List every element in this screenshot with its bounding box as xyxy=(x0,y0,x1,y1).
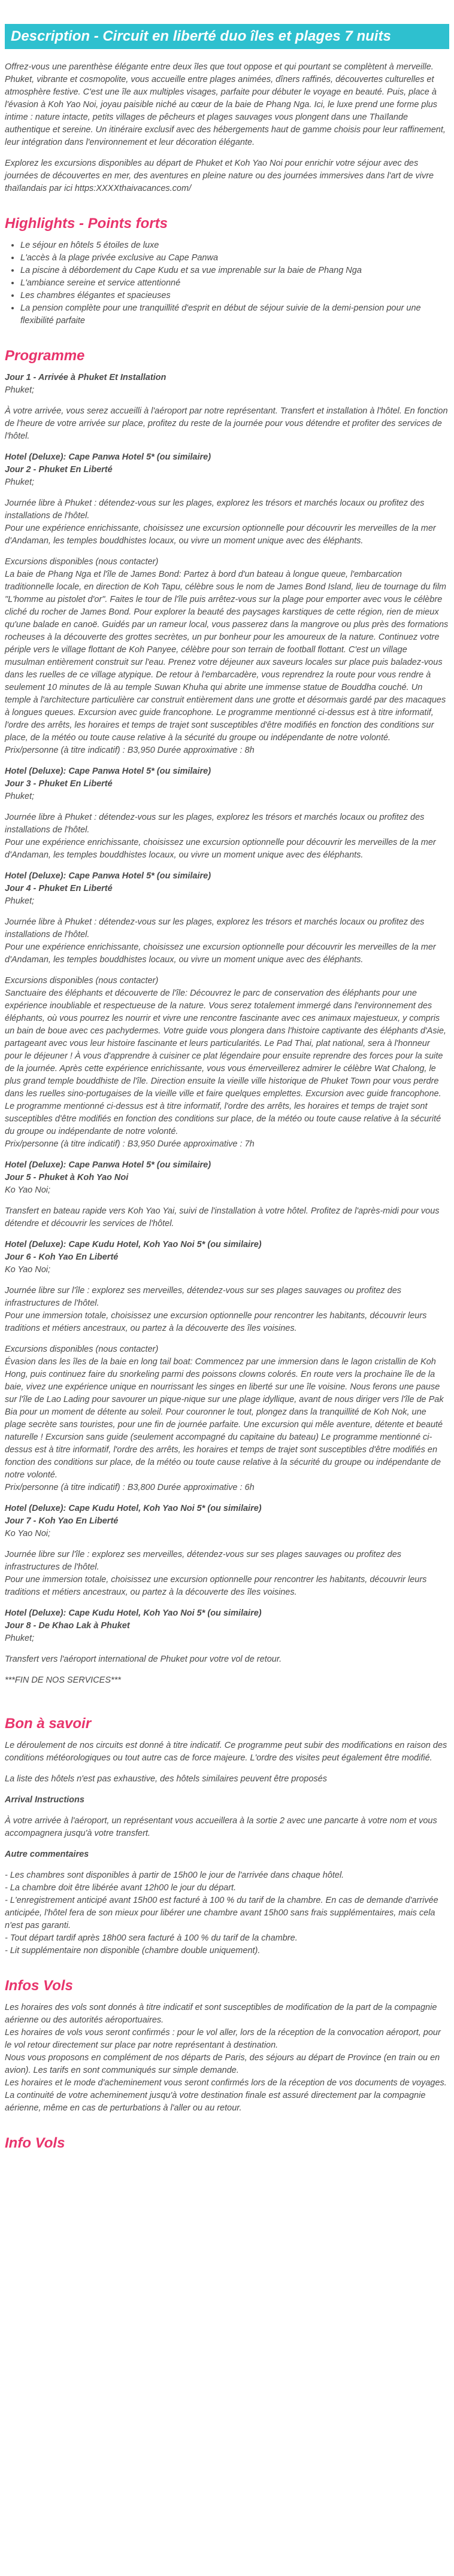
infos-vols-heading: Infos Vols xyxy=(5,1978,73,1994)
day-title: Jour 6 - Koh Yao En Liberté xyxy=(5,1252,119,1262)
day-block xyxy=(5,778,449,883)
programme-heading: Programme xyxy=(5,348,85,364)
highlight-item: • L'accès à la plage privée exclusive au Cape Panwa xyxy=(20,252,449,264)
other-comments-text: - Les chambres sont disponibles à partir de 15h00 le jour de l'arrivée dans chaque hôtel. - La chambre doit être libérée avant 12h00 le jour du départ. - L'enregistrement anticipé avant 15h00 est facturé à 100 % du tarif de la chambre. En cas de demande d'arrivée anticipée, l'hôtel fera de son mieux pour libérer une chambre avant 15h00 sans frais supplémentaires, mais cela n'est pas garanti. - Tout départ tardif après 18h00 sera facturé à 100 % du tarif de la chambre. - Lit supplémentaire non disponible (chambre double uniquement). xyxy=(5,1871,438,1955)
day-block xyxy=(5,372,449,464)
day-paragraph: Journée libre à Phuket : détendez-vous sur les plages, explorez les trésors et marchés locaux ou profitez des installations de l'hôtel. Pour une expérience enrichissante, choisissez une excursion optionnelle pour découvrir les merveilles de la mer d'Andaman, les temples bouddhistes locaux, ou vivre un moment unique avec des éléphants. xyxy=(5,498,436,546)
intro-paragraph-2: Explorez les excursions disponibles au départ de Phuket et Koh Yao Noi pour enrichir votre séjour avec des journées de découvertes en mer, des aventures en pleine nature ou des journées immersives dans l'art de vivre thaïlandais par ici https:XXXXthaivacances.com/ xyxy=(5,159,434,193)
day-block xyxy=(5,1515,449,1620)
day-block xyxy=(5,1620,449,1695)
day-paragraph: Transfert vers l'aéroport international de Phuket pour votre vol de retour. xyxy=(5,1655,282,1664)
page xyxy=(0,24,454,2152)
day-block xyxy=(5,464,449,778)
day-hotel: Hotel (Deluxe): Cape Kudu Hotel, Koh Yao Noi 5* (ou similaire) xyxy=(5,1504,262,1513)
day-paragraph: Transfert en bateau rapide vers Koh Yao Yai, suivi de l'installation à votre hôtel. Profitez de l'après-midi pour vous détendre et découvrir les services de l'hôtel. xyxy=(5,1206,440,1228)
programme-days xyxy=(5,372,449,1695)
other-comments-title: Autre commentaires xyxy=(5,1850,89,1859)
day-place: Ko Yao Noi; xyxy=(5,1529,51,1538)
arrival-instructions-title: Arrival Instructions xyxy=(5,1795,84,1805)
highlight-item: • Le séjour en hôtels 5 étoiles de luxe xyxy=(20,239,449,252)
day-hotel: Hotel (Deluxe): Cape Kudu Hotel, Koh Yao Noi 5* (ou similaire) xyxy=(5,1240,262,1249)
day-hotel: Hotel (Deluxe): Cape Kudu Hotel, Koh Yao Noi 5* (ou similaire) xyxy=(5,1608,262,1618)
bon-paragraph-1: Le déroulement de nos circuits est donné à titre indicatif. Ce programme peut subir des modifications en raison des conditions météorologiques ou tout autre cas de force majeure. L'ordre des visites peut également être modifié. xyxy=(5,1741,447,1763)
highlight-item: • Les chambres élégantes et spacieuses xyxy=(20,290,449,302)
arrival-instructions-text: À votre arrivée à l'aéroport, un représentant vous accueillera à la sortie 2 avec une pancarte à votre nom et vous accompagnera jusqu'à votre transfert. xyxy=(5,1816,437,1838)
day-paragraph: Journée libre sur l'île : explorez ses merveilles, détendez-vous sur ses plages sauvages ou profitez des infrastructures de l'hôtel. Pour une immersion totale, choisissez une excursion optionnelle pour rencontrer les habitants, découvrir leurs traditions et métiers ancestraux, ou partez à la découverte des îles voisines. xyxy=(5,1286,427,1333)
day-title: Jour 4 - Phuket En Liberté xyxy=(5,884,113,893)
day-paragraph: Journée libre à Phuket : détendez-vous sur les plages, explorez les trésors et marchés locaux ou profitez des installations de l'hôtel. Pour une expérience enrichissante, choisissez une excursion optionnelle pour découvrir les merveilles de la mer d'Andaman, les temples bouddhistes locaux, ou vivre un moment unique avec des éléphants. xyxy=(5,917,436,965)
day-hotel: Hotel (Deluxe): Cape Panwa Hotel 5* (ou similaire) xyxy=(5,452,211,462)
day-place: Phuket; xyxy=(5,385,35,395)
day-block xyxy=(5,1172,449,1251)
day-title: Jour 5 - Phuket à Koh Yao Noi xyxy=(5,1173,129,1182)
day-title: Jour 7 - Koh Yao En Liberté xyxy=(5,1516,119,1526)
day-paragraph: Excursions disponibles (nous contacter) La baie de Phang Nga et l'île de James Bond: Partez à bord d'un bateau à longue queue, l'embarcation traditionnelle locale, en direction de Koh Tapu, célèbre sous le nom de James Bond Island, lieu de tournage du film "L'homme au pistolet d'or". Faites le tour de l'île puis arrêtez-vous sur la plage pour emporter avec vous le célèbre cliché du rocher de James Bond. Pour explorer la beauté des paysages karstiques de cette région, rien de mieux qu'une balade en canoë. Guidés par un rameur local, vous passerez dans la mangrove ou plus près des formations rocheuses à la découverte des grottes secrètes, un pur bonheur pour les amoureux de la nature. Continuez votre périple vers le village flottant de Koh Panyee, célèbre pour son terrain de football flottant. C'est un village musulman entièrement construit sur l'eau. Prenez votre déjeuner aux saveurs locales sur place puis baladez-vous dans les ruelles de ce village atypique. De retour à l'embarcadère, vous reprendrez la route pour vous rendre à seulement 10 minutes de là au temple Suwan Khuha qui abrite une immense statue de Bouddha couché. Un temple à l'architecture particulière car construit entièrement dans une grotte et désormais gardé par des macaques à longues queues. Excursion avec guide francophone. Le programme mentionné ci-dessus est à titre informatif, l'ordre des arrêts, les horaires et temps de trajet sont susceptibles d'être modifiés en fonction des conditions sur place, de la météo ou toute cause relative à la sécurité du groupe ou indépendante de notre volonté. Prix/personne (à titre indicatif) : B3,950 Durée approximative : 8h xyxy=(5,557,449,755)
info-vols-heading: Info Vols xyxy=(5,2135,65,2151)
day-hotel: Hotel (Deluxe): Cape Panwa Hotel 5* (ou similaire) xyxy=(5,871,211,881)
day-place: Phuket; xyxy=(5,1634,35,1643)
day-paragraph: À votre arrivée, vous serez accueilli à l'aéroport par notre représentant. Transfert et installation à l'hôtel. En fonction de l'heure de votre arrivée sur place, profitez du reste de la journée pour vous détendre et profiter des services de l'hôtel. xyxy=(5,406,448,441)
day-paragraph: Journée libre sur l'île : explorez ses merveilles, détendez-vous sur ses plages sauvages ou profitez des infrastructures de l'hôtel. Pour une immersion totale, choisissez une excursion optionnelle pour rencontrer les habitants, découvrir leurs traditions et métiers ancestraux, ou partez à la découverte des îles voisines. xyxy=(5,1550,427,1597)
page-title: Description - Circuit en liberté duo îles et plages 7 nuits xyxy=(5,24,449,49)
day-hotel: Hotel (Deluxe): Cape Panwa Hotel 5* (ou similaire) xyxy=(5,1160,211,1170)
day-place: Ko Yao Noi; xyxy=(5,1185,51,1195)
day-paragraph: Journée libre à Phuket : détendez-vous sur les plages, explorez les trésors et marchés locaux ou profitez des installations de l'hôtel. Pour une expérience enrichissante, choisissez une excursion optionnelle pour découvrir les merveilles de la mer d'Andaman, les temples bouddhistes locaux, ou vivre un moment unique avec des éléphants. xyxy=(5,813,436,860)
day-paragraph: Excursions disponibles (nous contacter) Sanctuaire des éléphants et découverte de l'île: Découvrez le parc de conservation des éléphants pour une expérience inoubliable et respectueuse de la nature. Vous serez totalement immergé dans l'environnement des éléphants, où vous pourrez les nourrir et vivre une rencontre fascinante avec ces animaux majestueux, y compris un bain de boue avec ces pachydermes. Votre guide vous plongera dans l'histoire captivante des éléphants d'Asie, partageant avec vous leur histoire fascinante et leurs particularités. Le Pad Thai, plat national, sera à l'honneur pour le déjeuner ! À vous d'apprendre à cuisiner ce plat légendaire pour ensuite reprendre des forces pour la suite de la journée. Après cette expérience enrichissante, vous vous émerveillerez admirer le célèbre Wat Chalong, le plus grand temple bouddhiste de l'île. Direction ensuite la vieille ville historique de Phuket Town pour vous perdre dans les ruelles sino-portugaises de la vieille ville et faire quelques emplettes. Excursion avec guide francophone. Le programme mentionné ci-dessus est à titre informatif, l'ordre des arrêts, les horaires et temps de trajet sont susceptibles d'être modifiés en fonction des conditions sur place, de la météo ou toute cause relative à la sécurité du groupe ou indépendante de notre volonté. Prix/personne (à titre indicatif) : B3,950 Durée approximative : 7h xyxy=(5,976,446,1149)
bon-paragraph-2: La liste des hôtels n'est pas exhaustive, des hôtels similaires peuvent être proposés xyxy=(5,1774,327,1784)
highlight-item: • La pension complète pour une tranquillité d'esprit en début de séjour suivie de la demi-pension pour une flexibilité parfaite xyxy=(20,302,449,327)
day-place: Ko Yao Noi; xyxy=(5,1265,51,1275)
day-block xyxy=(5,1251,449,1515)
bon-a-savoir-heading: Bon à savoir xyxy=(5,1716,92,1732)
day-title: Jour 1 - Arrivée à Phuket Et Installation xyxy=(5,373,167,382)
infos-vols-text: Les horaires des vols sont donnés à titre indicatif et sont susceptibles de modification de la part de la compagnie aérienne ou des autorités aéroportuaires. Les horaires de vols vous seront confirmés : pour le vol aller, lors de la réception de la convocation aéroport, pour le vol retour directement sur place par notre représentant à destination. Nous vous proposons en complément de nos départs de Paris, des séjours au départ de Province (en train ou en avion). Les tarifs en sont communiqués sur simple demande. Les horaires et le mode d'acheminement vous seront confirmés lors de la réception de vos documents de voyages. La continuité de votre acheminement jusqu'à votre destination finale est assuré directement par la compagnie aérienne, même en cas de perturbations à l'aller ou au retour. xyxy=(5,2003,447,2113)
day-hotel: Hotel (Deluxe): Cape Panwa Hotel 5* (ou similaire) xyxy=(5,767,211,776)
day-paragraph: ***FIN DE NOS SERVICES*** xyxy=(5,1675,121,1685)
day-place: Phuket; xyxy=(5,478,35,487)
intro-paragraph-1: Offrez-vous une parenthèse élégante entre deux îles que tout oppose et qui pourtant se complètent à merveille. Phuket, vibrante et cosmopolite, vous accueille entre plages animées, dîners raffinés, découvertes culturelles et atmosphère festive. C'est une île aux multiples visages, parfaite pour débuter le voyage en beauté. Puis, place à l'évasion à Koh Yao Noi, joyau paisible niché au cœur de la baie de Phang Nga. Ici, le luxe prend une forme plus intime : nature intacte, petits villages de pêcheurs et plages sauvages vous plongent dans une Thaïlande authentique et sereine. Un itinéraire exclusif avec des hébergements haut de gamme choisis pour leur raffinement, leur intégration dans l'environnement et leur décoration élégante. xyxy=(5,62,446,147)
day-paragraph: Excursions disponibles (nous contacter) Évasion dans les îles de la baie en long tail boat: Commencez par une immersion dans le lagon cristallin de Koh Hong, puis continuez faire du snorkeling parmi des poissons clowns colorés. En route vers la prochaine île de la baie, vivez une expérience unique en nourrissant les singes en liberté sur une île voisine. Nous ferons une pause sur l'île de Lao Lading pour savourer un pique-nique sur une plage idyllique, avant de nous diriger vers l'île de Pak Bia pour un moment de détente au soleil. Pour couronner le tout, plongez dans la tranquillité de Koh Nok, une plage secrète sans touristes, pour une fin de journée parfaite. Une excursion qui mêle aventure, détente et beauté naturelle ! Excursion sans guide (seulement accompagné du capitaine du bateau) Le programme mentionné ci-dessus est à titre informatif, l'ordre des arrêts, les horaires et temps de trajet sont susceptibles d'être modifiés en fonction des conditions sur place, de la météo ou toute cause relative à la sécurité du groupe ou indépendante de notre volonté. Prix/personne (à titre indicatif) : B3,800 Durée approximative : 6h xyxy=(5,1345,444,1492)
highlight-item: • L'ambiance sereine et service attentionné xyxy=(20,277,449,290)
day-title: Jour 8 - De Khao Lak à Phuket xyxy=(5,1621,130,1631)
day-title: Jour 3 - Phuket En Liberté xyxy=(5,779,113,789)
day-title: Jour 2 - Phuket En Liberté xyxy=(5,465,113,475)
highlight-item: • La piscine à débordement du Cape Kudu et sa vue imprenable sur la baie de Phang Nga xyxy=(20,264,449,277)
highlights-heading: Highlights - Points forts xyxy=(5,215,168,232)
day-block xyxy=(5,883,449,1172)
highlights-list xyxy=(5,239,449,327)
day-place: Phuket; xyxy=(5,792,35,801)
day-place: Phuket; xyxy=(5,896,35,906)
